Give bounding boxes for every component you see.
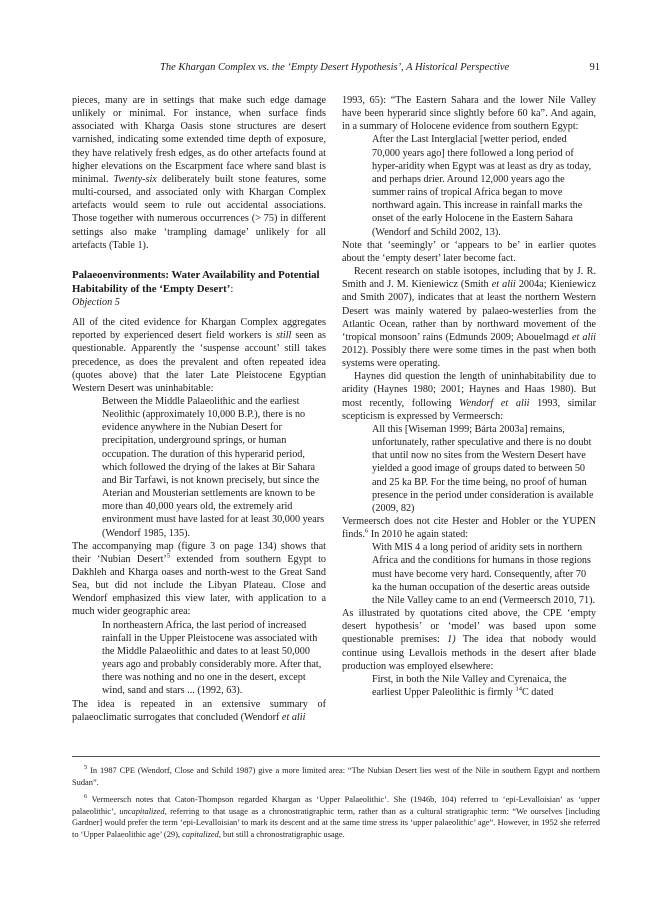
paragraph: Recent research on stable isotopes, including that by J. R. Smith and J. M. Kieniewicz (Smith et alii 2004a; Kieniewicz and Smith 2007), indicates that at least the northern Western Desert was mainly watered by palaeo-westerlies from the Atlantic Ocean, rather than by northward movement of the ‘tropical monsoon’ rains (Edmunds 2009; Abouelmagd et alii 2012). Possibly there were some times in the past when both systems were operating. (342, 266, 597, 370)
footnote-ref[interactable]: 5 (166, 552, 171, 560)
footnote-mark: 6 (84, 793, 88, 801)
block-quote: All this [Wiseman 1999; Bárta 2003a] remains, unfortunately, rather speculative and there is no doubt that until now no sites from the Western Desert have yielded a good image of groups dated to between 50 and 25 ka BP. For the time being, no proof of human presence in the period under consideration is available (2009, 82) (372, 423, 594, 514)
block-quote: After the Last Interglacial [wetter period, ended 70,000 years ago] there followed a long period of hyper-aridity when Egypt was at least as dry as today, and perhaps drier. Around 12,000 years ago the summer rains of tropical Africa began to move northward again. This increase in rainfall marks the onset of the early Holocene in the Eastern Sahara (Wendorf and Schild 2002, 13). (372, 134, 592, 238)
section-heading: Palaeoenvironments: Water Availability and Potential Habitability of the ‘Empty Desert’: (72, 268, 320, 295)
block-quote: First, in both the Nile Valley and Cyrenaica, the earliest Upper Paleolithic is firmly $^{14}$C dated (372, 673, 567, 699)
left-column (72, 94, 326, 724)
footnote-ref[interactable]: 6 (364, 527, 369, 535)
block-quote: With MIS 4 a long period of aridity sets in northern Africa and the conditions for humans in those regions must have become very hard. Consequently, after 70 ka the human occupation of the desertic areas outside the Nile Valley came to an end (Vermeersch 2010, 71). (372, 542, 596, 606)
paragraph: Haynes did question the length of uninhabitability due to aridity (Haynes 1980; 2001; Haynes and Haas 1980). But most recently, following Wendorf et alii 1993, similar scepticism is expressed by Vermeersch: (342, 371, 597, 422)
running-title: The Khargan Complex vs. the ‘Empty Desert Hypothesis’, A Historical Perspective (160, 62, 510, 73)
section-subheading: Objection 5 (72, 296, 120, 308)
footnote: $^6$ Vermeersch notes that Caton-Thompson regarded Khargan as ‘Upper Palaeolithic’. She (1946b, 104) referred to ‘epi-Levalloisian’ as ‘upper palaeolithic’, uncapitalized, referring to that usage as a chronostratigraphic term, rather than as a cultural stratigraphic term: “We ourselves [including Gardner] would prefer the term ‘epi-Levalloisian’ to mark its descent and at the same time stress its ‘upper palaeolithic’ age”. However, in 1952 she referred to ‘Upper Palaeolithic age’ (29), capitalized, but still a chronostratigraphic usage. (72, 793, 601, 839)
paragraph: pieces, many are in settings that make such edge damage unlikely or minimal. For instance, when surface finds associated with Kharga Oasis stone structures are desert varnished, indicating some extended time depth of exposure, they have relatively fresh edges, as do other artefacts found at higher elevations on the Escarpment face where sand blast is minimal. Twenty-six deliberately built stone features, some multi-coursed, and associated only with Khargan Complex artefacts would seem to rule out accidental associations. Those together with numerous occurrences (> 75) in different settings also make ‘trampling damage’ unlikely for all artefacts (Table 1). (72, 95, 326, 251)
footnote: $^5$ In 1987 CPE (Wendorf, Close and Schild 1987) give a more limited area: “The Nubian Desert lies west of the Nile in southern Egypt and northern Sudan”. (72, 764, 600, 787)
page-number: 91 (589, 62, 600, 73)
block-quote: In northeastern Africa, the last period of increased rainfall in the Upper Pleistocene was associated with the Middle Palaeolithic and dates to at least 50,000 years ago and probably considerably more. After that, there was nothing and no one in the desert, except wind, sand and stars ... (1992, 63). (102, 619, 322, 697)
footnote-divider (72, 756, 600, 757)
paragraph: The accompanying map (figure 3 on page 134) shows that their ‘Nubian Desert’$^5$ extended from southern Egypt to Dakhleh and Kharga oases and north-west to the Great Sand Sea, but did not include the Libyan Plateau. Close and Wendorf emphasized this view later, with application to a much wider geographic area: (72, 540, 326, 618)
footnote-mark: 5 (84, 764, 88, 772)
right-column (342, 94, 596, 699)
paragraph: All of the cited evidence for Khargan Complex aggregates reported by experienced desert field workers is still seen as questionable. Apparently the ‘suspense account’ still takes precedence, as does the prevalent and often repeated idea (quotes above) that the later Late Pleistocene Egyptian Western Desert was uninhabitable: (72, 317, 327, 394)
block-quote: Between the Middle Palaeolithic and the earliest Neolithic (approximately 10,000 B.P.), there is no evidence anywhere in the Nubian Desert for precipitation, underground springs, or human occupation. The duration of this hyperarid period, which followed the drying of the lakes at Bir Sahara and Bir Tarfawi, is not known precisely, but since the Aterian and Mousterian settlements are known to be more than 40,000 years old, the extremely arid environment must have lasted for at least 30,000 years (Wendorf 1985, 135). (102, 395, 325, 539)
paragraph: 1993, 65): “The Eastern Sahara and the lower Nile Valley have been hyperarid since slightly before 60 ka”. And again, in a summary of Holocene evidence from southern Egypt: (342, 95, 596, 133)
paragraph: The idea is repeated in an extensive summary of palaeoclimatic surrogates that concluded (Wendorf et alii (72, 698, 326, 723)
paragraph: Note that ‘seemingly’ or ‘appears to be’ in earlier quotes about the ‘empty desert’ later become fact. (342, 239, 596, 264)
paragraph: Vermeersch does not cite Hester and Hobler or the YUPEN finds.$^6$ In 2010 he again stated: (342, 516, 596, 541)
paragraph: As illustrated by quotations cited above, the CPE ‘empty desert hypothesis’ or ‘model’ was based upon some questionable premises: 1) The idea that nobody would continue using Levallois methods in the desert after blade production was employed elsewhere: (342, 608, 596, 672)
footnotes (72, 765, 600, 847)
